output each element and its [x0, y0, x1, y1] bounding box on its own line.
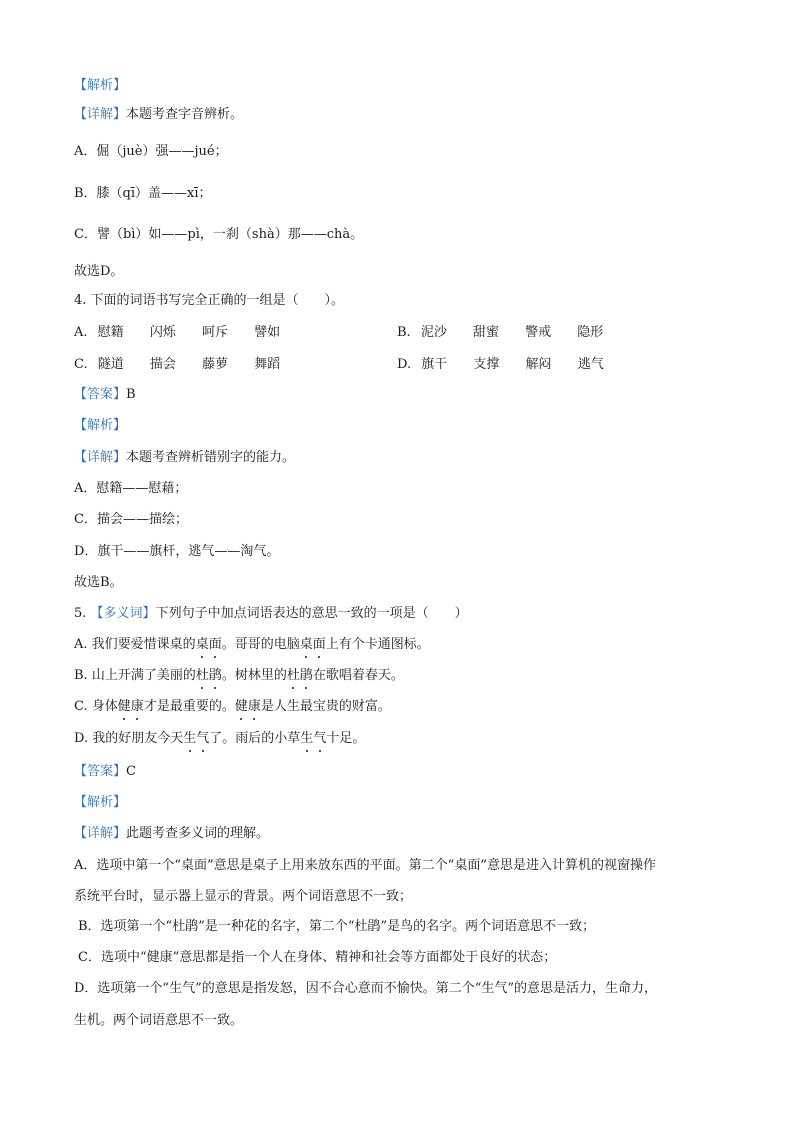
- option-word: 支撑: [473, 357, 500, 372]
- sentence-part: 。哥哥的电脑: [221, 637, 300, 652]
- option-word: 泥沙: [420, 325, 447, 340]
- explanation-a-line-2: 系统平台时，显示器上显示的背景。两个词语意思不一致；: [74, 889, 413, 904]
- dotted-word: [183, 731, 209, 746]
- q4-option-c: [74, 355, 280, 375]
- q4-answer-line: [74, 385, 136, 405]
- q5-option-d: [74, 729, 365, 749]
- q4-option-a: [74, 323, 280, 343]
- dotted-word: [235, 699, 261, 714]
- conclusion: 故选B。: [74, 575, 123, 590]
- answer-label: 【答案】: [74, 764, 127, 779]
- option-word: 藤萝: [202, 357, 229, 372]
- analysis-label: 【解析】: [74, 418, 127, 433]
- option-label: B.: [74, 668, 88, 683]
- explanation-b: B．选项第一个“杜鹃”是一种花的名字，第二个“杜鹃”是鸟的名字。两个词语意思不一致；: [78, 919, 596, 934]
- option-word: 闪烁: [149, 325, 176, 340]
- dotted-char: 康: [131, 697, 144, 717]
- dotted-word: [300, 731, 326, 746]
- dotted-char: 杜: [196, 666, 209, 686]
- dotted-char: 康: [248, 697, 261, 717]
- dotted-word: [300, 637, 326, 652]
- option-label: A.: [74, 325, 88, 340]
- explanation-d-line-1: D．选项第一个“生气”的意思是指发怒，因不合心意而不愉快。第二个“生气”的意思是活力，生命力，: [74, 981, 658, 996]
- option-label: D.: [397, 357, 412, 372]
- option-word: 解闷: [525, 357, 552, 372]
- dotted-char: 面: [313, 635, 326, 655]
- option-label: C.: [74, 699, 88, 714]
- detail-line: [74, 105, 243, 125]
- dotted-char: 杜: [287, 666, 300, 686]
- dotted-char: 鹃: [300, 666, 313, 686]
- answer-label: 【答案】: [74, 387, 127, 402]
- dotted-char: 气: [313, 729, 326, 749]
- conclusion: 故选D。: [74, 264, 124, 279]
- option-label: C.: [74, 357, 88, 372]
- sentence-part: 身体: [91, 699, 118, 714]
- dotted-word: [196, 668, 222, 683]
- question-4-stem: 4. 下面的词语书写完全正确的一组是（ ）。: [74, 293, 345, 308]
- q5-option-a: [74, 635, 430, 655]
- dotted-word: [118, 699, 144, 714]
- detail-label: 【详解】: [74, 450, 127, 465]
- q4-option-d: [397, 355, 604, 375]
- detail-text: 此题考查多义词的理解。: [126, 826, 270, 841]
- option-word: 隧道: [97, 357, 124, 372]
- option-label: D.: [74, 731, 89, 746]
- q5-option-c: [74, 697, 391, 717]
- sentence-part: 在歌唱着春天。: [312, 668, 404, 683]
- option-label: B.: [397, 325, 411, 340]
- explanation-d: D．旗干——旗杆，逃气——淘气。: [74, 544, 280, 559]
- q4-option-b: [397, 323, 603, 343]
- option-word: 譬如: [254, 325, 281, 340]
- detail-line: [74, 448, 295, 468]
- analysis-label: 【解析】: [74, 795, 127, 810]
- dotted-char: 健: [235, 697, 248, 717]
- detail-text: 本题考查辨析错别字的能力。: [126, 450, 296, 465]
- sentence-part: 了。雨后的小草: [209, 731, 301, 746]
- option-word: 慰籍: [97, 325, 124, 340]
- question-number: 5.: [74, 606, 87, 621]
- explanation-c: C．譬（bì）如——pì，一刹（shà）那——chà。: [74, 227, 364, 242]
- sentence-part: 十足。: [326, 731, 366, 746]
- explanation-b: B．膝（qī）盖——xī；: [74, 186, 212, 201]
- option-label: A.: [74, 637, 88, 652]
- sentence-part: 我们要爱惜课桌的: [91, 637, 196, 652]
- dotted-char: 健: [118, 697, 131, 717]
- question-5-stem: [74, 604, 468, 624]
- dotted-word: [196, 637, 222, 652]
- dotted-char: 生: [300, 729, 313, 749]
- dotted-char: 鹃: [209, 666, 222, 686]
- dotted-char: 气: [196, 729, 209, 749]
- analysis-label: 【解析】: [74, 78, 127, 93]
- explanation-d-line-2: 生机。两个词语意思不一致。: [74, 1013, 244, 1028]
- dotted-char: 面: [209, 635, 222, 655]
- sentence-part: 上有个卡通图标。: [325, 637, 430, 652]
- dotted-char: 桌: [196, 635, 209, 655]
- sentence-part: 山上开满了美丽的: [91, 668, 196, 683]
- explanation-a: A．慰籍——慰藉；: [74, 481, 188, 496]
- answer-value: B: [126, 387, 136, 402]
- dotted-word: [287, 668, 313, 683]
- option-word: 警戒: [525, 325, 552, 340]
- q5-option-b: [74, 666, 404, 686]
- explanation-a-line-1: A．选项中第一个“桌面”意思是桌子上用来放东西的平面。第二个“桌面”意思是进入计算机的视窗操作: [74, 858, 656, 873]
- option-word: 甜蜜: [472, 325, 499, 340]
- detail-line: [74, 824, 269, 844]
- detail-label: 【详解】: [74, 107, 127, 122]
- option-word: 呵斥: [201, 325, 228, 340]
- option-word: 旗干: [421, 357, 448, 372]
- explanation-a: A．倔（juè）强——jué；: [74, 144, 228, 159]
- detail-text: 本题考查字音辨析。: [126, 107, 244, 122]
- q5-answer-line: [74, 762, 136, 782]
- dotted-char: 桌: [300, 635, 313, 655]
- option-word: 隐形: [577, 325, 604, 340]
- detail-label: 【详解】: [74, 826, 127, 841]
- question-tag: 【多义词】: [90, 606, 156, 621]
- sentence-part: 才是最重要的。: [143, 699, 235, 714]
- answer-value: C: [126, 764, 136, 779]
- dotted-char: 生: [183, 729, 196, 749]
- explanation-c: C．选项中“健康”意思都是指一个人在身体、精神和社会等方面都处于良好的状态；: [78, 950, 557, 965]
- sentence-part: 我的好朋友今天: [92, 731, 184, 746]
- sentence-part: 。树林里的: [221, 668, 287, 683]
- option-word: 描会: [149, 357, 176, 372]
- option-word: 舞蹈: [254, 357, 281, 372]
- explanation-c: C．描会——描绘；: [74, 512, 188, 527]
- question-text: 下列句子中加点词语表达的意思一致的一项是（ ）: [155, 606, 468, 621]
- sentence-part: 是人生最宝贵的财富。: [260, 699, 391, 714]
- option-word: 逃气: [577, 357, 604, 372]
